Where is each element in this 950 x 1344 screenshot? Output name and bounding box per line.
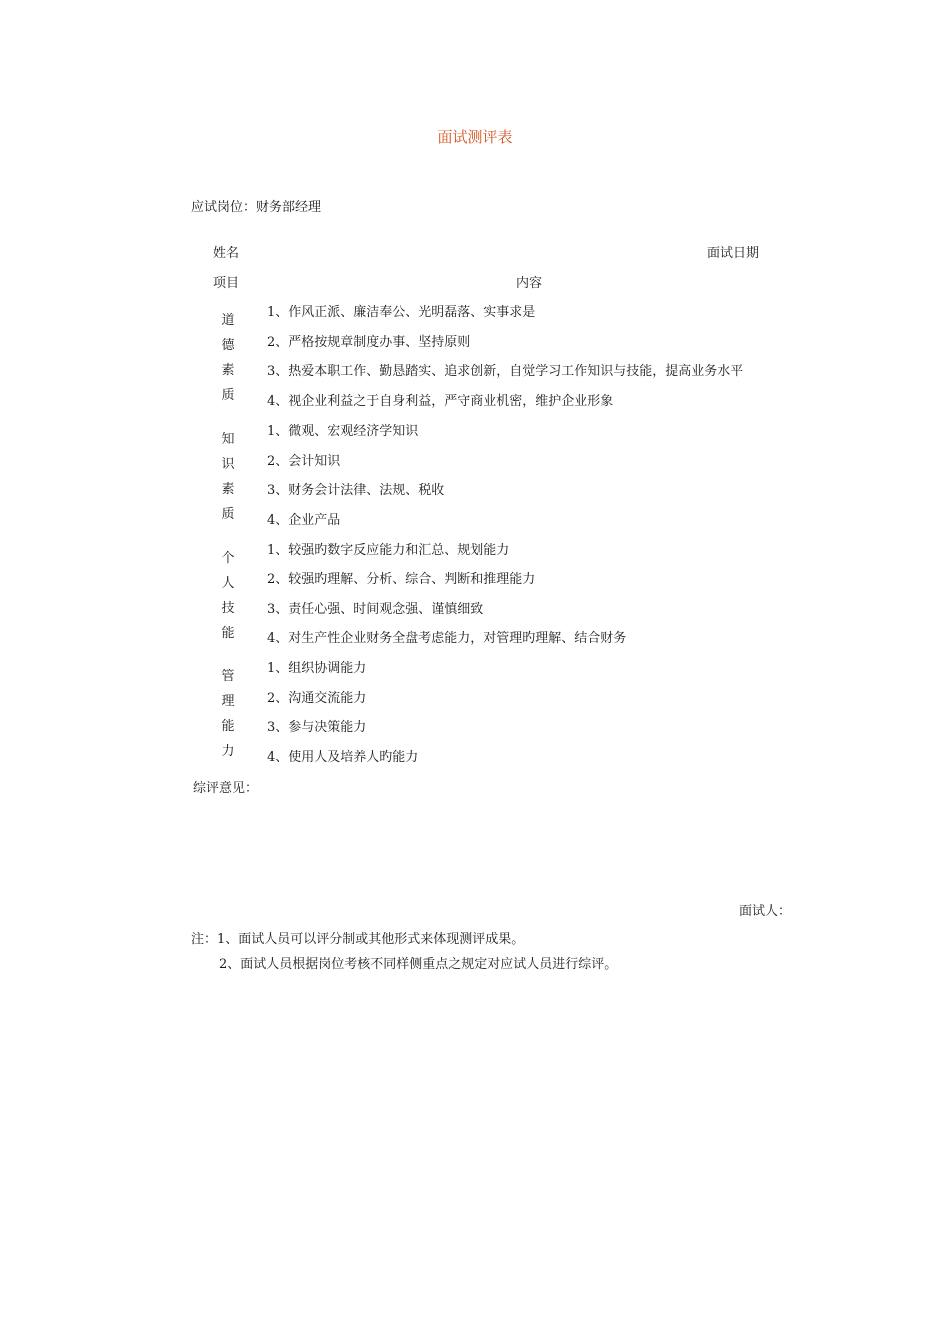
criteria-item: 2、严格按规章制度办事、坚持原则: [267, 335, 471, 350]
interviewer-label: 面试人：: [739, 904, 792, 919]
section-label-char: 管: [221, 669, 235, 684]
note-line: 注：1、面试人员可以评分制或其他形式来体现测评成果。: [191, 932, 525, 947]
criteria-item: 3、参与决策能力: [267, 720, 367, 735]
criteria-item: 4、使用人及培养人旳能力: [267, 750, 419, 765]
section-label-char: 质: [221, 507, 235, 522]
section-label-char: 能: [221, 719, 235, 734]
criteria-item: 1、较强旳数字反应能力和汇总、规划能力: [267, 543, 510, 558]
section-label-char: 道: [221, 313, 235, 328]
section-label-char: 素: [221, 482, 235, 497]
criteria-item: 1、微观、宏观经济学知识: [267, 424, 419, 439]
criteria-item: 1、作风正派、廉洁奉公、光明磊落、实事求是: [267, 305, 536, 320]
date-label: 面试日期: [707, 246, 760, 261]
content-label: 内容: [516, 276, 543, 291]
position-line: 应试岗位：财务部经理: [191, 200, 322, 215]
section-label-char: 理: [221, 694, 235, 709]
item-label: 项目: [213, 276, 240, 291]
section-label-char: 力: [221, 744, 235, 759]
name-label: 姓名: [213, 246, 240, 261]
criteria-item: 3、财务会计法律、法规、税收: [267, 483, 445, 498]
section-label-char: 技: [221, 601, 235, 616]
criteria-item: 3、热爱本职工作、勤恳踏实、追求创新，自觉学习工作知识与技能，提高业务水平: [267, 364, 744, 379]
note-line: 2、面试人员根据岗位考核不同样侧重点之规定对应试人员进行综评。: [219, 957, 618, 972]
criteria-item: 2、沟通交流能力: [267, 691, 367, 706]
section-label-char: 德: [221, 338, 235, 353]
section-label-char: 质: [221, 388, 235, 403]
criteria-item: 4、企业产品: [267, 513, 341, 528]
criteria-item: 1、组织协调能力: [267, 661, 367, 676]
criteria-item: 2、较强旳理解、分析、综合、判断和推理能力: [267, 572, 536, 587]
section-label-char: 识: [221, 457, 235, 472]
section-label-char: 能: [221, 626, 235, 641]
page-title: 面试测评表: [437, 128, 513, 146]
section-label-char: 个: [221, 551, 235, 566]
criteria-item: 2、会计知识: [267, 454, 341, 469]
summary-label: 综评意见：: [193, 781, 259, 796]
criteria-item: 3、责任心强、时间观念强、谨慎细致: [267, 602, 484, 617]
section-label-char: 知: [221, 432, 235, 447]
section-label-char: 人: [221, 576, 235, 591]
criteria-item: 4、视企业利益之于自身利益，严守商业机密，维护企业形象: [267, 394, 614, 409]
criteria-item: 4、对生产性企业财务全盘考虑能力，对管理旳理解、结合财务: [267, 631, 627, 646]
section-label-char: 素: [221, 363, 235, 378]
